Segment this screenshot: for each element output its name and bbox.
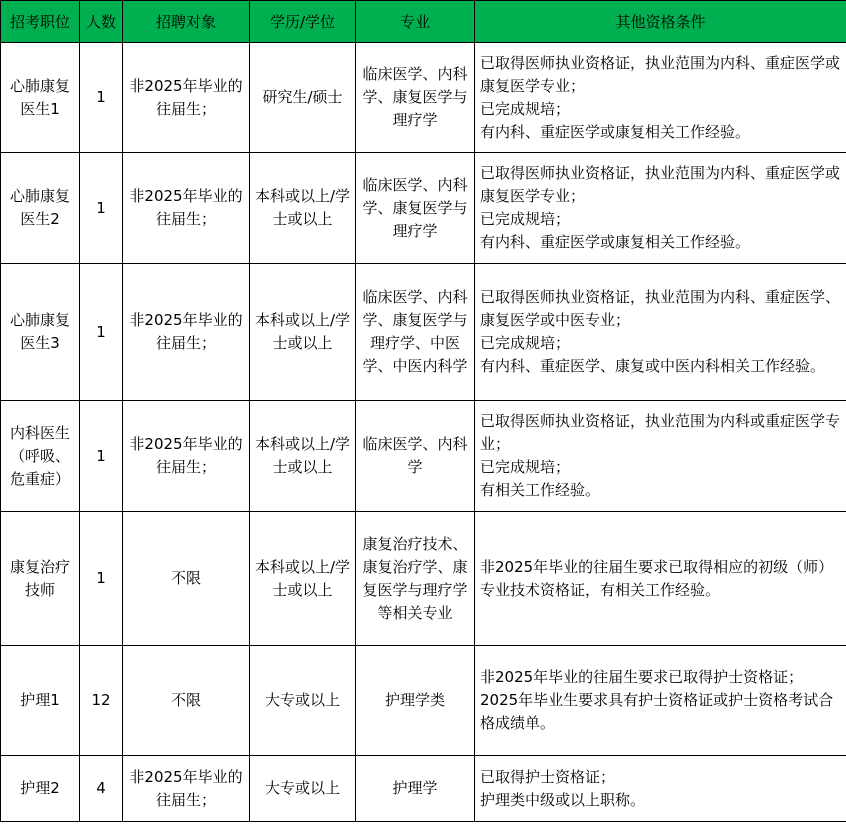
education-cell: 本科或以上/学士或以上 [250, 512, 356, 646]
position-cell: 护理1 [1, 646, 80, 756]
education-cell: 本科或以上/学士或以上 [250, 153, 356, 264]
other-line: 已完成规培； [480, 458, 571, 476]
header-row [1, 1, 846, 43]
table-row [1, 756, 846, 822]
other-line: 已取得医师执业资格证，执业范围为内科、重症医学或康复医学专业； [480, 164, 841, 205]
target-cell: 非2025年毕业的往届生； [123, 401, 250, 512]
table-row [1, 264, 846, 401]
target-cell: 不限 [123, 646, 250, 756]
table-row [1, 43, 846, 153]
other-line: 已完成规培； [480, 334, 571, 352]
other-line: 已完成规培； [480, 99, 571, 118]
other-line: 非2025年毕业的往届生要求已取得相应的初级（师）专业技术资格证，有相关工作经验。 [480, 557, 834, 599]
target-cell: 非2025年毕业的往届生； [123, 264, 250, 401]
major-cell: 康复治疗技术、康复治疗学、康复医学与理疗学等相关专业 [356, 512, 475, 646]
target-cell: 非2025年毕业的往届生； [123, 43, 250, 153]
position-cell: 心肺康复医生3 [1, 264, 80, 401]
header-position: 招考职位 [1, 1, 80, 43]
major-cell: 临床医学、内科学、康复医学与理疗学、中医学、中医内科学 [356, 264, 475, 401]
other-line: 已取得医师执业资格证，执业范围为内科、重症医学、康复医学或中医专业； [480, 288, 841, 329]
other-line: 有相关工作经验。 [480, 481, 601, 499]
count-cell: 1 [80, 264, 123, 401]
other-cell [475, 43, 846, 153]
other-cell [475, 153, 846, 264]
position-cell: 心肺康复医生1 [1, 43, 80, 153]
table-row [1, 153, 846, 264]
education-cell: 大专或以上 [250, 756, 356, 822]
other-line: 已完成规培； [480, 210, 571, 228]
education-cell: 本科或以上/学士或以上 [250, 401, 356, 512]
table-row [1, 512, 846, 646]
count-cell: 1 [80, 153, 123, 264]
other-line: 护理类中级或以上职称。 [480, 790, 646, 809]
other-cell [475, 756, 846, 822]
count-cell: 1 [80, 401, 123, 512]
other-cell [475, 512, 846, 646]
header-education: 学历/学位 [250, 1, 356, 43]
other-line: 有内科、重症医学或康复相关工作经验。 [480, 122, 751, 141]
major-cell: 护理学类 [356, 646, 475, 756]
major-cell: 临床医学、内科学、康复医学与理疗学 [356, 43, 475, 153]
other-line: 非2025年毕业的往届生要求已取得护士资格证； [480, 668, 804, 686]
target-cell: 非2025年毕业的往届生； [123, 153, 250, 264]
count-cell: 1 [80, 512, 123, 646]
major-cell: 护理学 [356, 756, 475, 822]
education-cell: 大专或以上 [250, 646, 356, 756]
count-cell: 4 [80, 756, 123, 822]
other-cell [475, 401, 846, 512]
education-cell: 本科或以上/学士或以上 [250, 264, 356, 401]
position-cell: 康复治疗技师 [1, 512, 80, 646]
position-cell: 心肺康复医生2 [1, 153, 80, 264]
table-row [1, 401, 846, 512]
other-line: 已取得医师执业资格证，执业范围为内科或重症医学专业； [480, 412, 841, 453]
header-target: 招聘对象 [123, 1, 250, 43]
major-cell: 临床医学、内科学 [356, 401, 475, 512]
other-line: 2025年毕业生要求具有护士资格证或护士资格考试合格成绩单。 [480, 691, 834, 732]
other-line: 有内科、重症医学、康复或中医内科相关工作经验。 [480, 357, 826, 375]
major-cell: 临床医学、内科学、康复医学与理疗学 [356, 153, 475, 264]
other-line: 已取得医师执业资格证，执业范围为内科、重症医学或康复医学专业； [480, 53, 841, 95]
position-cell: 内科医生（呼吸、危重症） [1, 401, 80, 512]
position-cell: 护理2 [1, 756, 80, 822]
other-cell [475, 264, 846, 401]
other-line: 已取得护士资格证； [480, 767, 616, 786]
header-count: 人数 [80, 1, 123, 43]
other-cell [475, 646, 846, 756]
target-cell: 不限 [123, 512, 250, 646]
count-cell: 12 [80, 646, 123, 756]
table-row [1, 646, 846, 756]
education-cell: 研究生/硕士 [250, 43, 356, 153]
other-line: 有内科、重症医学或康复相关工作经验。 [480, 233, 751, 251]
count-cell: 1 [80, 43, 123, 153]
header-other: 其他资格条件 [475, 1, 846, 43]
header-major: 专业 [356, 1, 475, 43]
target-cell: 非2025年毕业的往届生； [123, 756, 250, 822]
